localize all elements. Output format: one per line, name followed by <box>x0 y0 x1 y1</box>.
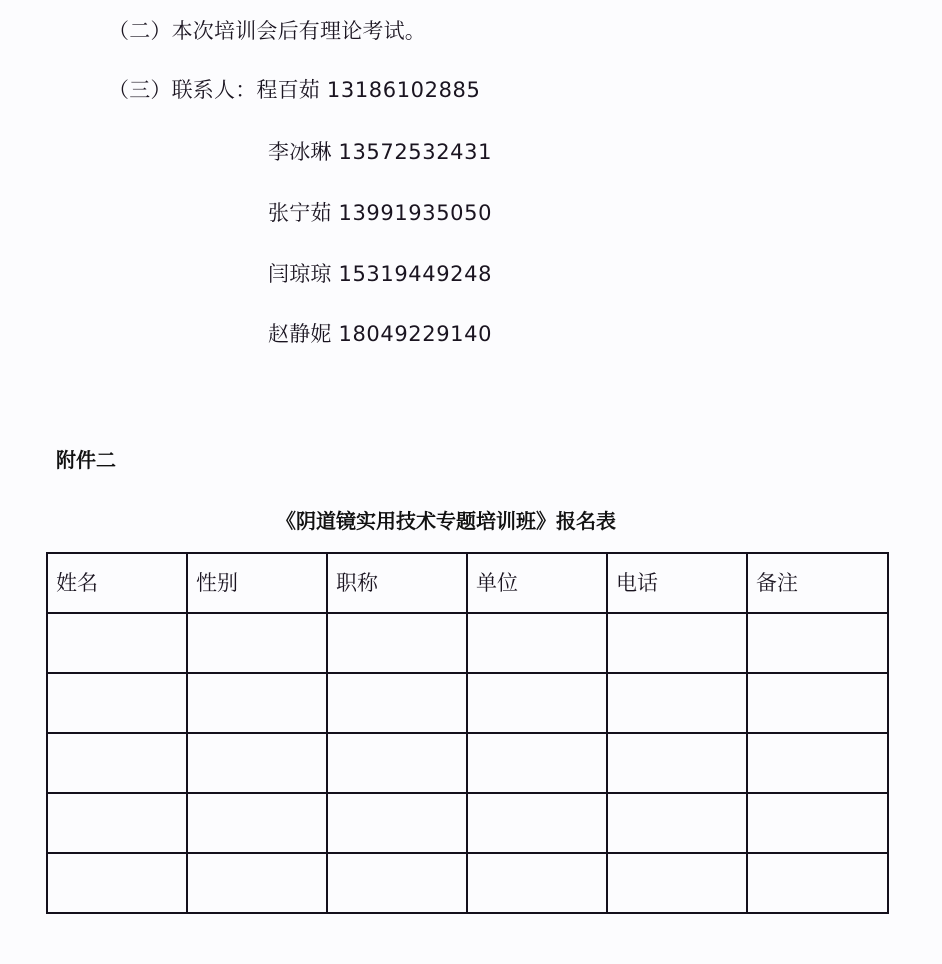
contact-row <box>268 200 492 226</box>
header-phone: 电话 <box>607 553 747 613</box>
table-header-row <box>47 553 888 613</box>
cell-remarks[interactable] <box>747 793 888 853</box>
contact-phone: 15319449248 <box>338 262 493 286</box>
header-name: 姓名 <box>47 553 187 613</box>
attachment-label: 附件二 <box>56 448 116 472</box>
cell-title[interactable] <box>327 673 467 733</box>
cell-title[interactable] <box>327 613 467 673</box>
cell-title[interactable] <box>327 733 467 793</box>
cell-organization[interactable] <box>467 613 607 673</box>
contact-row <box>268 139 492 165</box>
table-row <box>47 613 888 673</box>
cell-phone[interactable] <box>607 793 747 853</box>
contact-row <box>268 261 492 287</box>
contact-row <box>268 321 492 347</box>
header-organization: 单位 <box>467 553 607 613</box>
cell-name[interactable] <box>47 853 187 913</box>
cell-phone[interactable] <box>607 613 747 673</box>
cell-phone[interactable] <box>607 673 747 733</box>
cell-remarks[interactable] <box>747 853 888 913</box>
cell-organization[interactable] <box>467 673 607 733</box>
contact-name: 张宁茹 <box>268 201 332 225</box>
table-row <box>47 733 888 793</box>
contact-phone: 18049229140 <box>338 322 493 346</box>
cell-phone[interactable] <box>607 733 747 793</box>
cell-gender[interactable] <box>187 613 327 673</box>
contact-phone: 13572532431 <box>338 140 493 164</box>
note-item-3 <box>108 77 480 103</box>
cell-name[interactable] <box>47 733 187 793</box>
cell-remarks[interactable] <box>747 613 888 673</box>
form-title: 《阴道镜实用技术专题培训班》报名表 <box>276 509 616 533</box>
header-remarks: 备注 <box>747 553 888 613</box>
cell-gender[interactable] <box>187 793 327 853</box>
cell-gender[interactable] <box>187 733 327 793</box>
cell-gender[interactable] <box>187 853 327 913</box>
cell-organization[interactable] <box>467 733 607 793</box>
contact-name: 程百茹 <box>256 78 321 102</box>
cell-name[interactable] <box>47 793 187 853</box>
cell-title[interactable] <box>327 793 467 853</box>
contact-name: 赵静妮 <box>268 322 332 346</box>
cell-gender[interactable] <box>187 673 327 733</box>
registration-form-table <box>46 552 889 914</box>
table-row <box>47 793 888 853</box>
contact-phone: 13991935050 <box>338 201 493 225</box>
cell-title[interactable] <box>327 853 467 913</box>
note-item-2 <box>108 18 426 44</box>
table-row <box>47 853 888 913</box>
cell-name[interactable] <box>47 673 187 733</box>
header-title: 职称 <box>327 553 467 613</box>
cell-remarks[interactable] <box>747 673 888 733</box>
contact-name: 李冰琳 <box>268 140 332 164</box>
cell-remarks[interactable] <box>747 733 888 793</box>
contact-name: 闫琼琼 <box>268 262 332 286</box>
contact-phone: 13186102885 <box>326 78 481 102</box>
header-gender: 性别 <box>187 553 327 613</box>
table-row <box>47 673 888 733</box>
cell-organization[interactable] <box>467 793 607 853</box>
cell-organization[interactable] <box>467 853 607 913</box>
note-item-2-text: （二）本次培训会后有理论考试。 <box>108 19 426 43</box>
cell-phone[interactable] <box>607 853 747 913</box>
contact-label: （三）联系人： <box>108 78 257 102</box>
cell-name[interactable] <box>47 613 187 673</box>
